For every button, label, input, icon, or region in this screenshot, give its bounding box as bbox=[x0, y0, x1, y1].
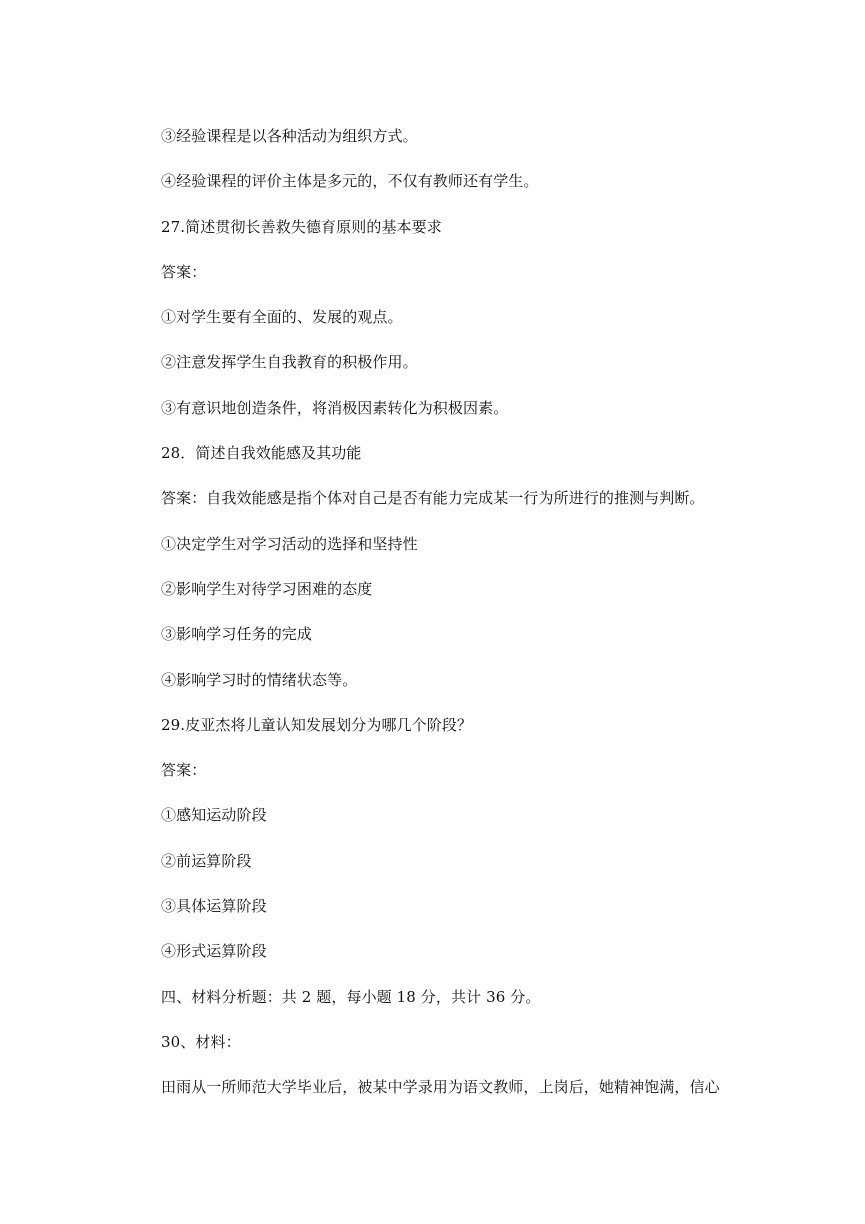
answer-29-stage-3: ③具体运算阶段 bbox=[161, 897, 267, 916]
section-4-heading: 四、材料分析题：共 2 题，每小题 18 分，共计 36 分。 bbox=[161, 987, 541, 1006]
answer-29-stage-1: ①感知运动阶段 bbox=[161, 806, 267, 825]
paragraph-experience-course-point-4: ④经验课程的评价主体是多元的，不仅有教师还有学生。 bbox=[161, 172, 539, 191]
answer-label-27: 答案： bbox=[161, 262, 207, 281]
answer-28-point-1: ①决定学生对学习活动的选择和坚持性 bbox=[161, 534, 418, 553]
question-27-heading: 27.简述贯彻长善救失德育原则的基本要求 bbox=[161, 217, 442, 236]
answer-label-29: 答案： bbox=[161, 761, 207, 780]
answer-27-point-3: ③有意识地创造条件，将消极因素转化为积极因素。 bbox=[161, 398, 509, 417]
document-body bbox=[161, 126, 761, 1123]
question-28-heading: 28．简述自我效能感及其功能 bbox=[161, 444, 362, 463]
question-29-heading: 29.皮亚杰将儿童认知发展划分为哪几个阶段？ bbox=[161, 715, 473, 734]
question-30-material-label: 30、材料： bbox=[161, 1032, 241, 1051]
answer-27-point-2: ②注意发挥学生自我教育的积极作用。 bbox=[161, 353, 418, 372]
answer-28-point-3: ③影响学习任务的完成 bbox=[161, 625, 313, 644]
answer-28-definition: 答案：自我效能感是指个体对自己是否有能力完成某一行为所进行的推测与判断。 bbox=[161, 489, 705, 508]
answer-27-point-1: ①对学生要有全面的、发展的观点。 bbox=[161, 308, 403, 327]
answer-28-point-4: ④影响学习时的情绪状态等。 bbox=[161, 670, 358, 689]
paragraph-experience-course-point-3: ③经验课程是以各种活动为组织方式。 bbox=[161, 127, 418, 145]
answer-29-stage-4: ④形式运算阶段 bbox=[161, 942, 267, 961]
material-paragraph-line: 田雨从一所师范大学毕业后，被某中学录用为语文教师，上岗后，她精神饱满，信心 bbox=[161, 1078, 720, 1097]
answer-29-stage-2: ②前运算阶段 bbox=[161, 851, 252, 870]
answer-28-point-2: ②影响学生对待学习困难的态度 bbox=[161, 579, 373, 598]
